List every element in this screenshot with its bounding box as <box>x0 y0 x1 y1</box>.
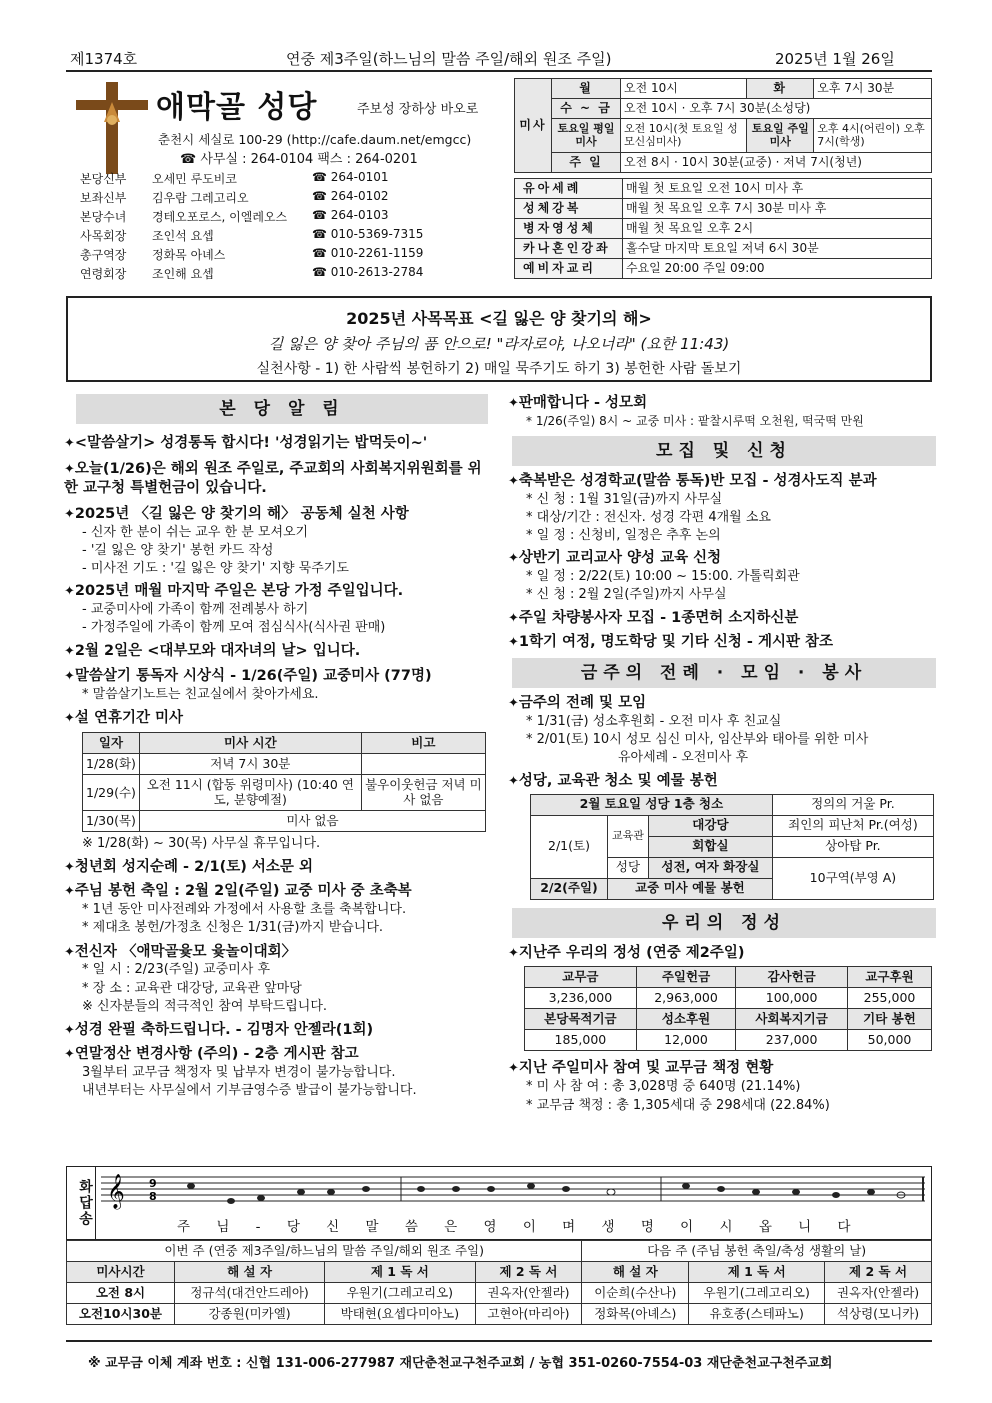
table-cell: 정규석(대건안드레아) <box>174 1283 324 1304</box>
table-cell: 미사시간 <box>67 1262 175 1283</box>
notice-sub: - 교중미사에 가족이 함께 전례봉사 하기 <box>82 601 309 617</box>
staff-role: 보좌신부 <box>80 191 127 205</box>
staff-list <box>80 170 440 284</box>
table-cell: 100,000 <box>736 988 848 1009</box>
mass-satsun-time: 오후 4시(어린이) 오후 7시(학생) <box>814 119 932 153</box>
goal-line3: 실천사항 - 1) 한 사람씩 봉헌하기 2) 매일 묵주기도 하기 3) 봉헌한 사람 돌보기 <box>256 361 742 377</box>
staff-row <box>80 170 440 189</box>
table-cell: 우원기(그레고리오) <box>325 1283 475 1304</box>
roster-next-week: 다음 주 (주님 봉헌 축일/축성 생활의 날) <box>582 1241 932 1262</box>
mass-label: 미사 <box>515 79 552 173</box>
notice-item: ✦ 청년회 성지순례 - 2/1(토) 서소문 외 <box>64 858 494 877</box>
sacrament-value: 수요일 20:00 주일 09:00 <box>623 259 932 279</box>
table-cell: 185,000 <box>525 1030 637 1051</box>
table-cell: 성전, 여자 화장실 <box>649 857 773 878</box>
svg-text:𝄞: 𝄞 <box>107 1174 125 1209</box>
table-cell: 237,000 <box>736 1030 848 1051</box>
notice-sub: 내년부터는 사무실에서 기부금영수증 발급이 불가능합니다. <box>82 1082 417 1098</box>
parish-address: 춘천시 세실로 100-29 (http://cafe.daum.net/emgcc) <box>158 132 472 147</box>
mass-mon-time: 오전 10시 <box>621 79 747 99</box>
notice-sub: ※ 신자분들의 적극적인 참여 부탁드립니다. <box>82 998 328 1014</box>
table-cell: 죄인의 피난처 Pr.(여성) <box>772 815 933 836</box>
weekly-sub: 유아세례 - 오전미사 후 <box>618 750 749 766</box>
table-cell: 이순희(수산나) <box>582 1283 689 1304</box>
staff-phone: ☎ 264-0103 <box>312 208 389 222</box>
recruit-item: ✦ 상반기 교리교사 양성 교육 신청 <box>508 549 936 568</box>
table-cell: 우원기(그레고리오) <box>689 1283 825 1304</box>
notice-sub: * 일 시 : 2/23(주일) 교중미사 후 <box>82 962 271 978</box>
table-cell: 50,000 <box>848 1030 932 1051</box>
table-cell: 1/29(수) <box>83 775 140 811</box>
table-cell: 1/30(목) <box>83 811 140 832</box>
parish-patron: 주보성 장하상 바오로 <box>357 102 479 117</box>
weekly-sub: * 2/01(토) 10시 성모 심신 미사, 임산부와 태아를 위한 미사 <box>526 732 869 748</box>
table-header: 일자 <box>83 733 140 754</box>
table-cell: 제 1 독 서 <box>689 1262 825 1283</box>
table-cell: 정의의 거울 Pr. <box>772 794 933 815</box>
issue-number: 제1374호 <box>70 50 138 68</box>
notice-item: ✦ 말씀살기 통독자 시상식 - 1/26(주일) 교중미사 (77명) <box>64 667 494 686</box>
table-cell: 정화목(아녜스) <box>582 1304 689 1325</box>
offering-table <box>524 966 932 1051</box>
table-cell: 회합실 <box>649 836 773 857</box>
sale-detail: * 1/26(주일) 8시 ~ 교중 미사 : 팥찰시루떡 오천원, 떡국떡 만원 <box>526 413 864 428</box>
goal-title: 2025년 사목목표 <길 잃은 양 찾기의 해> <box>346 309 652 328</box>
table-cell <box>361 754 485 775</box>
weekly-item: ✦ 성당, 교육관 청소 및 예물 봉헌 <box>508 772 936 791</box>
table-cell: 1/28(화) <box>83 754 140 775</box>
table-cell: 10구역(부영 A) <box>772 857 933 899</box>
table-cell: 권옥자(안젤라) <box>475 1283 582 1304</box>
table-cell: 불우이웃헌금 저녁 미사 없음 <box>361 775 485 811</box>
sacrament-label: 병자영성체 <box>515 219 623 239</box>
table-cell: 12,000 <box>636 1030 735 1051</box>
parish-name: 애막골 성당 <box>156 90 318 125</box>
notice-sub: - 미사전 기도 : '길 잃은 양 찾기' 지향 묵주기도 <box>82 560 349 576</box>
recruit-item: ✦ 1학기 여정, 명도학당 및 기타 신청 - 게시판 참조 <box>508 633 936 652</box>
notice-item: ✦ 연말정산 변경사항 (주의) - 2층 게시판 참고 <box>64 1045 494 1064</box>
footer-rule <box>66 1340 932 1342</box>
notice-sub: - '길 잃은 양 찾기' 봉헌 카드 작성 <box>82 542 274 558</box>
notice-item: ✦ 성경 완필 축하드립니다. - 김명자 안젤라(1회) <box>64 1021 494 1040</box>
sacrament-label: 성체강복 <box>515 199 623 219</box>
staff-row <box>80 208 440 227</box>
table-cell: 2/1(토) <box>531 815 608 878</box>
staff-role: 총구역장 <box>80 248 127 262</box>
table-cell: 주일헌금 <box>636 967 735 988</box>
header-rule <box>66 70 932 72</box>
notice-sub: 3월부터 교무금 책정자 및 납부자 변경이 불가능합니다. <box>82 1064 396 1080</box>
sacrament-label: 유아세례 <box>515 179 623 199</box>
table-cell: 2/2(주일) <box>531 878 608 899</box>
table-cell: 해 설 자 <box>582 1262 689 1283</box>
sacrament-label: 예비자교리 <box>515 259 623 279</box>
recruit-sub: * 일 정 : 2/22(토) 10:00 ~ 15:00. 가톨릭회관 <box>526 569 800 585</box>
attendance-sub: * 교무금 책정 : 총 1,305세대 중 298세대 (22.84%) <box>526 1097 830 1113</box>
table-cell: 2월 토요일 성당 1층 청소 <box>531 794 773 815</box>
notice-item: ✦ 2025년 매월 마지막 주일은 본당 가정 주일입니다. <box>64 582 494 601</box>
table-cell: 성소후원 <box>636 1009 735 1030</box>
mass-sat-time: 오전 10시(첫 토요일 성모신심미사) <box>621 119 747 153</box>
notice-sub: * 1년 동안 미사전례와 가정에서 사용할 초를 축복합니다. <box>82 902 407 918</box>
staff-row <box>80 189 440 208</box>
roster-this-week: 이번 주 (연중 제3주일/하느님의 말씀 주일/해외 원조 주일) <box>67 1241 582 1262</box>
table-cell: 감사헌금 <box>736 967 848 988</box>
sacrament-value: 매월 첫 토요일 오전 10시 미사 후 <box>623 179 932 199</box>
staff-role: 본당수녀 <box>80 210 127 224</box>
cross-icon <box>72 82 152 174</box>
table-cell: 본당목적기금 <box>525 1009 637 1030</box>
table-cell: 제 2 독 서 <box>475 1262 582 1283</box>
mass-sun: 주 일 <box>552 153 621 173</box>
right-column <box>508 394 936 1115</box>
notice-sub: * 장 소 : 교육관 대강당, 교육관 앞마당 <box>82 980 302 996</box>
table-cell: 상아탑 Pr. <box>772 836 933 857</box>
staff-row <box>80 265 440 284</box>
notice-sub: * 말씀살기노트는 친교실에서 찾아가세요. <box>82 687 319 703</box>
mass-sun-time: 오전 8시 · 10시 30분(교중) · 저녁 7시(청년) <box>621 153 932 173</box>
staff-phone: ☎ 264-0102 <box>312 189 389 203</box>
staff-role: 본당신부 <box>80 172 127 186</box>
section-weekly: 금주의 전례 · 모임 · 봉사 <box>512 658 936 688</box>
mass-schedule <box>514 78 932 173</box>
weekly-sub: * 1/31(금) 성소후원회 - 오전 미사 후 친교실 <box>526 714 782 730</box>
staff-row <box>80 227 440 246</box>
recruit-sub: * 신 청 : 2월 2일(주일)까지 사무실 <box>526 587 727 603</box>
issue-date: 2025년 1월 26일 <box>775 50 895 68</box>
table-cell: 교무금 <box>525 967 637 988</box>
staff-role: 연령회장 <box>80 267 127 281</box>
table-cell: 3,236,000 <box>525 988 637 1009</box>
mass-satsun: 토요일 주일미사 <box>747 119 814 153</box>
table-cell: 저녁 7시 30분 <box>139 754 361 775</box>
staff-phone: ☎ 010-2261-1159 <box>312 246 424 260</box>
section-notices: 본 당 알 림 <box>76 394 488 424</box>
weekly-item: ✦ 금주의 전례 및 모임 <box>508 694 936 713</box>
table-cell: 유호종(스테파노) <box>689 1304 825 1325</box>
table-cell: 오전10시30분 <box>67 1304 175 1325</box>
goal-line2: 길 잃은 양 찾아 주님의 품 안으로! "라자로야, 나오너라" (요한 11:43) <box>268 335 730 353</box>
notice-item: ✦ 주님 봉헌 축일 : 2월 2일(주일) 교중 미사 중 초축복 <box>64 882 494 901</box>
table-cell: 박태현(요셉다미아노) <box>325 1304 475 1325</box>
mass-mon: 월 <box>552 79 621 99</box>
table-cell: 교육관 <box>608 815 649 857</box>
staff-phone: ☎ 010-2613-2784 <box>312 265 424 279</box>
mass-sat: 토요일 평일미사 <box>552 119 621 153</box>
staff-phone: ☎ 264-0101 <box>312 170 389 184</box>
staff-name: 정화목 아녜스 <box>152 248 226 262</box>
notice-item: ✦ 전신자 〈애막골윷모 윷놀이대회〉 <box>64 943 494 962</box>
mass-wedfri-time: 오전 10시 · 오후 7시 30분(소성당) <box>621 99 932 119</box>
table-cell: 성당 <box>608 857 649 878</box>
notice-item: ✦ 2025년 〈길 잃은 양 찾기의 해〉 공동체 실천 사항 <box>64 505 494 524</box>
notice-item: ✦ <말씀살기> 성경통독 합시다! '성경읽기는 밥먹듯이~' <box>64 434 494 453</box>
sacrament-value: 매월 첫 목요일 오후 7시 30분 미사 후 <box>623 199 932 219</box>
psalm-box <box>66 1166 932 1240</box>
table-cell: 사회복지기금 <box>736 1009 848 1030</box>
mass-wedfri: 수 ~ 금 <box>552 99 621 119</box>
account-info: ※ 교무금 이체 계좌 번호 : 신협 131-006-277987 재단춘천교구천주교회 / 농협 351-0260-7554-03 재단춘천교구천주교회 <box>88 1356 833 1371</box>
staff-name: 경테오포로스, 이엘레오스 <box>152 210 288 224</box>
pastoral-goal-box <box>66 296 932 382</box>
table-cell: 255,000 <box>848 988 932 1009</box>
recruit-sub: * 대상/기간 : 전신자. 성경 각편 4개월 소요 <box>526 509 771 525</box>
notice-sub: - 가정주일에 가족이 함께 모여 점심식사(식사권 판매) <box>82 620 386 636</box>
staff-role: 사목회장 <box>80 229 127 243</box>
table-header: 미사 시간 <box>139 733 361 754</box>
table-cell: 2,963,000 <box>636 988 735 1009</box>
attendance-sub: * 미 사 참 여 : 총 3,028명 중 640명 (21.14%) <box>526 1079 801 1095</box>
notice-sub: ※ 1/28(화) ~ 30(목) 사무실 휴무입니다. <box>82 836 321 852</box>
sacrament-value: 매월 첫 목요일 오후 2시 <box>623 219 932 239</box>
svg-text:8: 8 <box>149 1190 157 1203</box>
notice-item: ✦ 2월 2일은 <대부모와 대자녀의 날> 입니다. <box>64 642 494 661</box>
psalm-lyrics: 주 님 - 당 신 말 씀 은 영 이 며 생 명 이 시 옵 니 다 <box>177 1219 851 1235</box>
table-cell: 대강당 <box>649 815 773 836</box>
section-recruit: 모집 및 신청 <box>512 436 936 466</box>
table-cell: 제 1 독 서 <box>325 1262 475 1283</box>
table-cell: 고현아(마리아) <box>475 1304 582 1325</box>
holiday-mass-table <box>82 732 486 832</box>
table-header: 비고 <box>361 733 485 754</box>
recruit-item: ✦ 주일 차량봉사자 모집 - 1종면허 소지하신분 <box>508 609 936 628</box>
table-cell: 권옥자(안젤라) <box>825 1283 932 1304</box>
staff-name: 오세민 루도비코 <box>152 172 237 186</box>
recruit-item: ✦ 축복받은 성경학교(말씀 통독)반 모집 - 성경사도직 분과 <box>508 472 936 491</box>
sacrament-label: 카나혼인강좌 <box>515 239 623 259</box>
mass-tue-time: 오후 7시 30분 <box>814 79 932 99</box>
recruit-sub: * 일 정 : 신청비, 일정은 추후 논의 <box>526 527 721 543</box>
staff-name: 김우람 그레고리오 <box>152 191 249 205</box>
sacrament-value: 홀수달 마지막 토요일 저녁 6시 30분 <box>623 239 932 259</box>
cleaning-table <box>530 794 934 900</box>
sacraments-table <box>514 178 932 279</box>
notice-item: ✦ 오늘(1/26)은 해외 원조 주일로, 주교회의 사회복지위원회를 위한 교구청 특별헌금이 있습니다. <box>64 460 494 498</box>
sunday-title: 연중 제3주일(하느님의 말씀 주일/해외 원조 주일) <box>286 50 612 68</box>
table-cell: 석상령(모니카) <box>825 1304 932 1325</box>
section-offering: 우리의 정성 <box>512 908 936 938</box>
table-cell: 미사 없음 <box>139 811 485 832</box>
table-cell: 교중 미사 예물 봉헌 <box>608 878 773 899</box>
music-staff-icon <box>101 1171 927 1213</box>
attendance-item: ✦ 지난 주일미사 참여 및 교무금 책정 현황 <box>508 1059 936 1078</box>
staff-name: 조인석 요셉 <box>152 229 214 243</box>
staff-phone: ☎ 010-5369-7315 <box>312 227 424 241</box>
mass-tue: 화 <box>747 79 814 99</box>
recruit-sub: * 신 청 : 1월 31일(금)까지 사무실 <box>526 491 723 507</box>
table-cell: 오전 8시 <box>67 1283 175 1304</box>
sale-item: ✦ 판매합니다 - 성모회 <box>508 394 936 413</box>
parish-office: ☎ 사무실 : 264-0104 팩스 : 264-0201 <box>180 152 418 167</box>
notice-sub: * 제대초 봉헌/가정초 신청은 1/31(금)까지 받습니다. <box>82 920 384 936</box>
table-cell: 해 설 자 <box>174 1262 324 1283</box>
ministry-roster <box>66 1240 932 1325</box>
psalm-label: 화답송 <box>67 1167 96 1239</box>
table-cell: 강종원(미카엘) <box>174 1304 324 1325</box>
notice-sub: - 신자 한 분이 쉬는 교우 한 분 모셔오기 <box>82 524 309 540</box>
table-cell: 기타 봉헌 <box>848 1009 932 1030</box>
table-cell: 교구후원 <box>848 967 932 988</box>
staff-row <box>80 246 440 265</box>
notice-item: ✦ 설 연휴기간 미사 <box>64 709 494 728</box>
offering-item: ✦ 지난주 우리의 정성 (연중 제2주일) <box>508 944 936 963</box>
notices-column <box>64 434 494 1100</box>
table-cell: 오전 11시 (합동 위령미사) (10:40 연도, 분향예절) <box>139 775 361 811</box>
table-cell: 제 2 독 서 <box>825 1262 932 1283</box>
svg-text:9: 9 <box>149 1177 157 1190</box>
staff-name: 조인해 요셉 <box>152 267 214 281</box>
